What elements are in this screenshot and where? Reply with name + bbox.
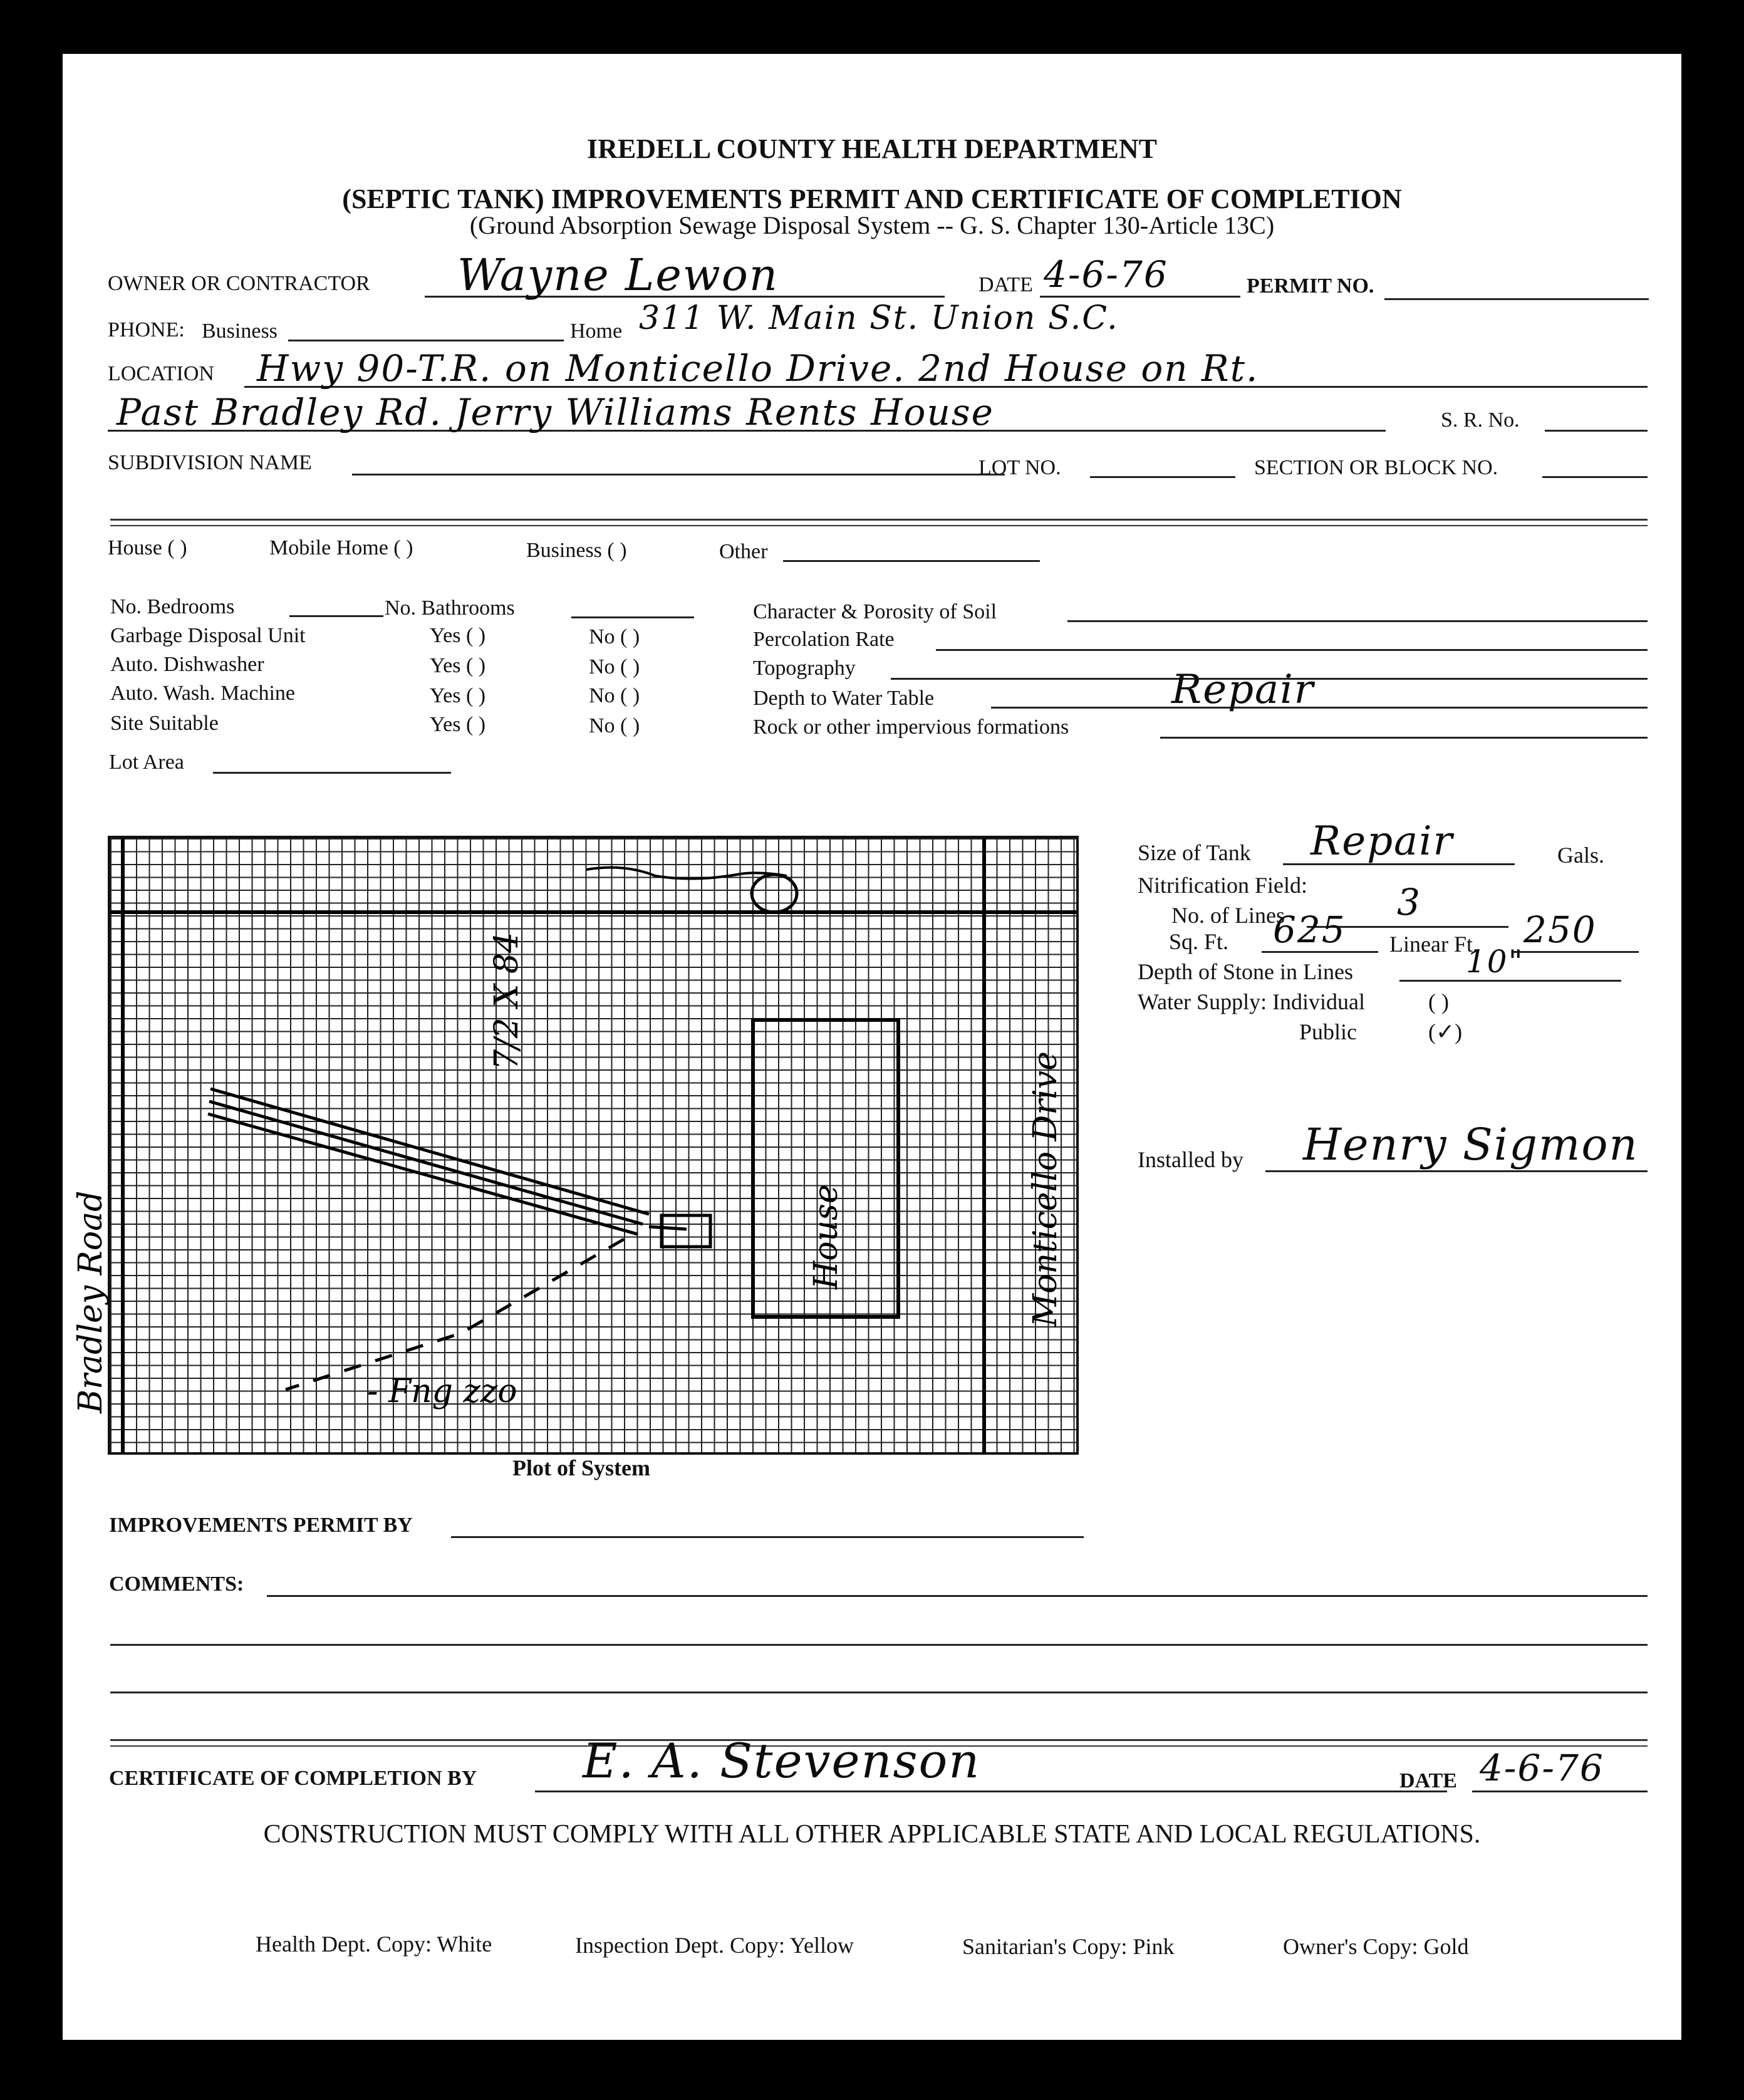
certificate-date-line (1472, 1791, 1648, 1792)
house-checkbox[interactable]: House ( ) (108, 536, 187, 559)
rock-label: Rock or other impervious formations (753, 715, 1069, 739)
separator-1b (110, 525, 1648, 526)
subdivision-label: SUBDIVISION NAME (108, 451, 312, 474)
stone-depth-label: Depth of Stone in Lines (1138, 959, 1353, 984)
sqft-label: Sq. Ft. (1169, 929, 1229, 954)
installed-by-label: Installed by (1138, 1147, 1243, 1172)
lines-label: No. of Lines (1171, 903, 1285, 928)
linear-ft-label: Linear Ft. (1389, 932, 1478, 957)
section-line (1542, 476, 1648, 478)
certificate-label: CERTIFICATE OF COMPLETION BY (109, 1767, 477, 1790)
bathrooms-label: No. Bathrooms (385, 596, 515, 620)
location-line-1-value[interactable]: Hwy 90-T.R. on Monticello Drive. 2nd House on Rt. (257, 347, 1259, 390)
separator-1 (110, 519, 1648, 521)
owner-value[interactable]: Wayne Lewon (457, 249, 779, 301)
comments-line-1 (267, 1595, 1648, 1597)
certificate-date-label: DATE (1399, 1769, 1457, 1792)
bathrooms-line (571, 616, 694, 618)
water-supply-label: Water Supply: Individual (1138, 989, 1366, 1014)
subdivision-line (352, 474, 1005, 476)
lines-value[interactable]: 3 (1397, 881, 1421, 923)
topography-label: Topography (753, 657, 856, 680)
lot-area-label: Lot Area (109, 751, 184, 774)
linear-ft-value[interactable]: 250 (1523, 908, 1597, 951)
lot-area-line (213, 772, 451, 774)
compliance-notice: CONSTRUCTION MUST COMPLY WITH ALL OTHER APPLICABLE STATE AND LOCAL REGULATIONS. (263, 1820, 1481, 1849)
road-left-svg (63, 1031, 119, 1432)
wash-machine-label: Auto. Wash. Machine (110, 682, 296, 705)
permit-line (1384, 298, 1649, 300)
sqft-value[interactable]: 625 (1273, 908, 1346, 951)
business-phone-line (288, 340, 564, 341)
phone-label: PHONE: (108, 318, 185, 341)
business-phone-label: Business (202, 320, 278, 343)
site-suitable-label: Site Suitable (110, 712, 219, 735)
public-checkbox[interactable]: (✓) (1428, 1019, 1463, 1044)
garbage-disposal-yes[interactable]: Yes ( ) (430, 624, 486, 647)
certificate-line (535, 1791, 1447, 1792)
bedrooms-line (289, 615, 383, 617)
stone-depth-value[interactable]: 10" (1466, 943, 1524, 980)
form-subtitle: (Ground Absorption Sewage Disposal System -- G. S. Chapter 130-Article 13C) (469, 211, 1275, 239)
sr-label: S. R. No. (1441, 408, 1520, 432)
plot-road-left: Bradley Road (72, 1190, 110, 1413)
date-label: DATE (978, 273, 1033, 296)
lot-label: LOT NO. (978, 456, 1061, 479)
lot-line (1090, 476, 1235, 478)
plot-drawing (110, 838, 1076, 1452)
plot-caption: Plot of System (512, 1455, 650, 1480)
individual-checkbox[interactable]: ( ) (1428, 989, 1449, 1014)
certificate-signature[interactable]: E. A. Stevenson (583, 1733, 981, 1789)
comments-line-2 (110, 1644, 1648, 1646)
other-label: Other (719, 540, 768, 563)
permit-form (63, 54, 1681, 2040)
gals-label: Gals. (1557, 843, 1604, 868)
permit-label: PERMIT NO. (1247, 274, 1374, 298)
section-label: SECTION OR BLOCK NO. (1254, 456, 1498, 479)
date-value[interactable]: 4-6-76 (1044, 253, 1168, 296)
form-title: (SEPTIC TANK) IMPROVEMENTS PERMIT AND CERTIFICATE OF COMPLETION (342, 184, 1402, 214)
location-label: LOCATION (108, 362, 214, 385)
mobile-home-checkbox[interactable]: Mobile Home ( ) (269, 536, 413, 559)
home-phone-label: Home (570, 320, 623, 343)
public-label: Public (1299, 1019, 1357, 1044)
copy-sanitarian: Sanitarian's Copy: Pink (962, 1934, 1175, 1959)
wash-machine-yes[interactable]: Yes ( ) (430, 684, 486, 707)
stone-depth-line (1399, 980, 1621, 982)
installed-by-line (1265, 1170, 1648, 1172)
comments-label: COMMENTS: (109, 1572, 244, 1596)
installed-by-value[interactable]: Henry Sigmon (1303, 1119, 1639, 1170)
plot-road-right: Monticello Drive (1027, 1051, 1064, 1327)
dishwasher-yes[interactable]: Yes ( ) (430, 654, 486, 677)
tank-size-label: Size of Tank (1138, 840, 1251, 865)
wash-machine-no[interactable]: No ( ) (589, 684, 640, 707)
plot-grid (108, 836, 1079, 1455)
tank-size-value[interactable]: Repair (1311, 818, 1454, 865)
permit-by-line (451, 1536, 1084, 1538)
sqft-line (1262, 951, 1378, 953)
dishwasher-label: Auto. Dishwasher (110, 653, 264, 676)
linear-ft-line (1513, 951, 1639, 953)
garbage-disposal-label: Garbage Disposal Unit (110, 624, 306, 647)
percolation-line (936, 649, 1648, 651)
plot-ditch-scribble: - Fng zzo (367, 1373, 517, 1410)
water-table-label: Depth to Water Table (753, 687, 935, 710)
copy-owner: Owner's Copy: Gold (1283, 1934, 1469, 1959)
business-checkbox[interactable]: Business ( ) (526, 539, 627, 562)
soil-character-label: Character & Porosity of Soil (753, 600, 997, 623)
agency-title: IREDELL COUNTY HEALTH DEPARTMENT (587, 133, 1157, 164)
plot-house-label: House (807, 1184, 845, 1289)
site-suitable-yes[interactable]: Yes ( ) (430, 713, 486, 736)
permit-by-label: IMPROVEMENTS PERMIT BY (109, 1514, 413, 1537)
copy-inspection: Inspection Dept. Copy: Yellow (575, 1933, 854, 1958)
copy-health: Health Dept. Copy: White (256, 1931, 492, 1957)
water-table-value[interactable]: Repair (1171, 667, 1315, 713)
owner-label: OWNER OR CONTRACTOR (108, 272, 370, 295)
percolation-label: Percolation Rate (753, 628, 895, 651)
plot-dimension: 7/2 X 84 (488, 932, 526, 1070)
garbage-disposal-no[interactable]: No ( ) (589, 625, 640, 648)
location-line-2-value[interactable]: Past Bradley Rd. Jerry Williams Rents House (117, 391, 994, 434)
dishwasher-no[interactable]: No ( ) (589, 655, 640, 678)
nitrification-label: Nitrification Field: (1138, 873, 1307, 898)
soil-character-line (1067, 620, 1648, 622)
other-line (783, 560, 1040, 562)
home-phone-value[interactable]: 311 W. Main St. Union S.C. (639, 299, 1119, 337)
comments-line-3 (110, 1692, 1648, 1693)
site-suitable-no[interactable]: No ( ) (589, 714, 640, 737)
bedrooms-label: No. Bedrooms (110, 595, 235, 618)
certificate-date-value[interactable]: 4-6-76 (1480, 1747, 1604, 1789)
rock-line (1160, 737, 1648, 739)
water-table-line (991, 707, 1648, 709)
sr-line (1545, 430, 1648, 432)
date-line (1040, 296, 1240, 298)
